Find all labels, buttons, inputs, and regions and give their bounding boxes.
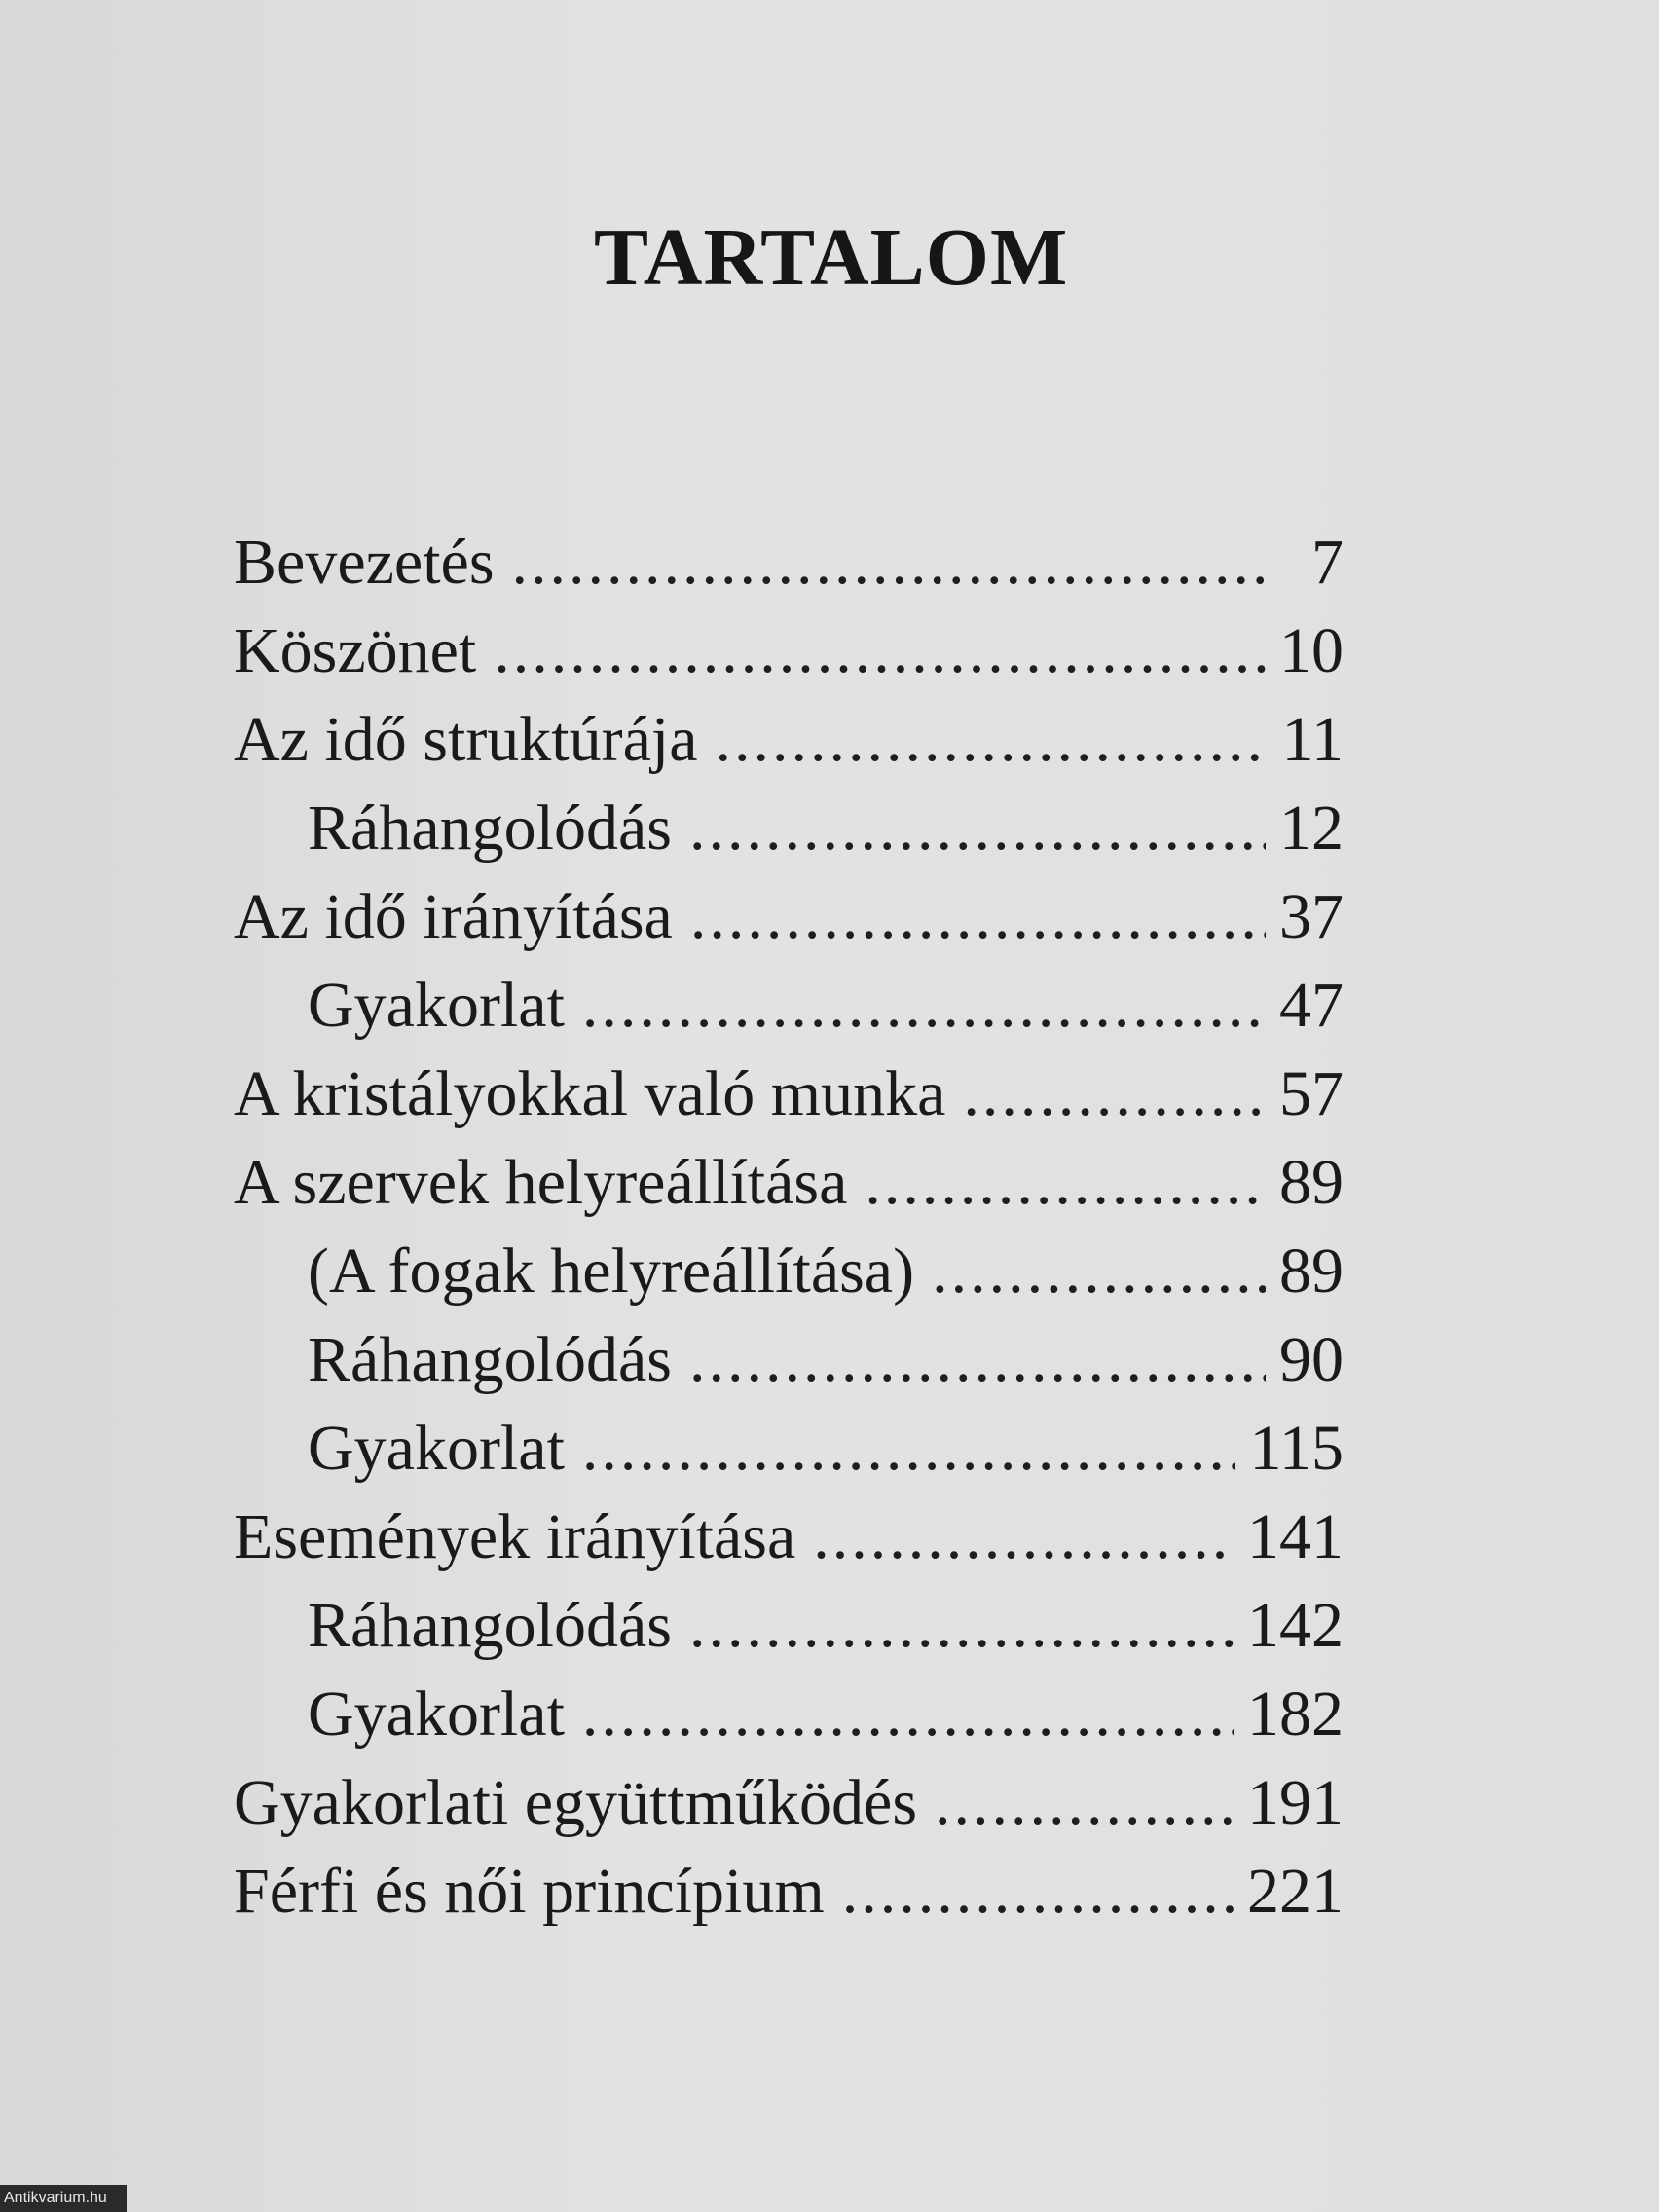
page-title: TARTALOM [594,212,1069,304]
toc-entry-page: 12 [1279,793,1344,864]
toc-subentry [234,1670,1344,1758]
toc-leader-dots [932,1227,1266,1315]
toc-leader-dots [865,1138,1266,1227]
toc-subentry [234,1581,1344,1670]
toc-leader-dots [582,1670,1234,1758]
toc-entry-label: Köszönet [234,615,477,686]
toc-entry-page: 7 [1311,527,1344,598]
toc-leader-dots [582,961,1266,1050]
toc-entry-page: 90 [1279,1324,1344,1395]
toc-entry-page: 10 [1279,615,1344,686]
toc-entry-page: 142 [1247,1590,1344,1661]
toc-entry [234,518,1344,607]
toc-entry [234,1493,1344,1581]
toc-subentry [234,1227,1344,1315]
toc-leader-dots [813,1493,1234,1581]
toc-entry-page: 141 [1247,1501,1344,1572]
toc-entry-page: 89 [1279,1235,1344,1307]
toc-entry [234,1050,1344,1138]
toc-entry [234,1138,1344,1227]
toc-subentry [234,961,1344,1050]
toc-entry-label: Az idő irányítása [234,881,673,952]
toc-leader-dots [689,1315,1266,1404]
toc-entry [234,1758,1344,1847]
toc-entry-label: Ráhangolódás [308,793,672,864]
toc-entry-label: Események irányítása [234,1501,796,1572]
toc-entry-label: Gyakorlati együttműködés [234,1767,918,1838]
toc-leader-dots [689,1581,1234,1670]
toc-leader-dots [935,1758,1234,1847]
toc-leader-dots [582,1404,1236,1493]
toc-entry-label: Az idő struktúrája [234,704,698,775]
toc-entry-label: A kristályokkal való munka [234,1058,946,1129]
toc-entry-label: Ráhangolódás [308,1324,672,1395]
toc-leader-dots [689,784,1266,872]
toc-leader-dots [690,872,1266,961]
toc-subentry [234,784,1344,872]
toc-subentry [234,1404,1344,1493]
site-watermark: Antikvarium.hu [0,2185,127,2212]
toc-leader-dots [494,607,1266,695]
toc-subentry [234,1315,1344,1404]
toc-entry-page: 182 [1247,1678,1344,1750]
toc-entry-label: Gyakorlat [308,1678,565,1750]
toc-entry-label: Gyakorlat [308,970,565,1041]
toc-entry-page: 191 [1247,1767,1344,1838]
toc-leader-dots [512,518,1272,607]
toc-entry-label: Férfi és női princípium [234,1856,825,1927]
toc-entry-page: 11 [1281,704,1344,775]
toc-entry-page: 37 [1279,881,1344,952]
toc-entry-page: 115 [1249,1413,1344,1484]
toc-leader-dots [963,1050,1266,1138]
table-of-contents [234,518,1344,1936]
toc-entry-page: 89 [1279,1147,1344,1218]
toc-entry [234,1847,1344,1936]
toc-entry-page: 221 [1247,1856,1344,1927]
toc-leader-dots [842,1847,1234,1936]
toc-entry-label: (A fogak helyreállítása) [308,1235,915,1307]
toc-entry [234,872,1344,961]
toc-entry-label: Ráhangolódás [308,1590,672,1661]
toc-entry [234,695,1344,784]
toc-entry-label: Gyakorlat [308,1413,565,1484]
toc-entry-label: Bevezetés [234,527,495,598]
toc-entry-page: 57 [1279,1058,1344,1129]
toc-leader-dots [716,695,1269,784]
toc-entry-label: A szervek helyreállítása [234,1147,848,1218]
toc-entry-page: 47 [1279,970,1344,1041]
toc-entry [234,607,1344,695]
